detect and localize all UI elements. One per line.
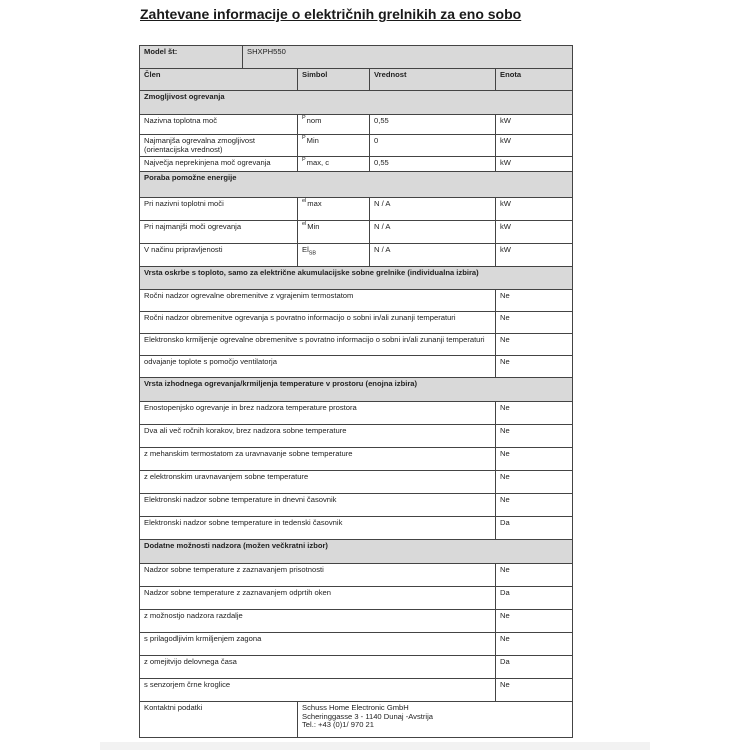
row-unit: kW [496,244,573,267]
row-value: Ne [496,402,573,425]
row-value: Da [496,656,573,679]
table-row [140,517,573,540]
row-value: Ne [496,448,573,471]
row-value: N / A [370,221,496,244]
row-unit: kW [496,198,573,221]
table-row [140,610,573,633]
row-value: Ne [496,290,573,312]
table-row [140,587,573,610]
section-header [140,267,573,290]
spec-table [139,45,573,738]
table-row [140,244,573,267]
table-row [140,679,573,702]
table-row [140,471,573,494]
table-row [140,135,573,157]
row-label: Dva ali več ročnih korakov, brez nadzora sobne temperature [140,425,496,448]
row-value: Ne [496,312,573,334]
row-symbol: $^{el}$Min [298,221,370,244]
row-label: V načinu pripravljenosti [140,244,298,267]
column-header-row [140,69,573,91]
row-symbol: $^P$Min [298,135,370,157]
row-value: Da [496,587,573,610]
table-row [140,334,573,356]
row-label: Ročni nadzor obremenitve ogrevanja s povratno informacijo o sobni in/ali zunanji temperaturi [140,312,496,334]
row-label: Nadzor sobne temperature z zaznavanjem prisotnosti [140,564,496,587]
section-header [140,172,573,198]
table-row [140,402,573,425]
col-simbol: Simbol [298,69,370,91]
section-header [140,378,573,402]
row-value: Ne [496,334,573,356]
row-value: Ne [496,633,573,656]
row-value: Da [496,517,573,540]
table-row [140,290,573,312]
row-value: Ne [496,610,573,633]
row-label: s senzorjem črne kroglice [140,679,496,702]
contact-details [298,702,573,738]
page-bottom-strip [100,742,650,750]
row-label: z elektronskim uravnavanjem sobne temperature [140,471,496,494]
row-label: odvajanje toplote s pomočjo ventilatorja [140,356,496,378]
model-label: Model št: [140,46,243,69]
row-value: Ne [496,425,573,448]
table-row [140,115,573,135]
col-enota: Enota [496,69,573,91]
row-label: Najmanjša ogrevalna zmogljivost (orientacijska vrednost) [140,135,298,157]
section-header [140,540,573,564]
section-header [140,91,573,115]
contact-row [140,702,573,738]
row-value: Ne [496,494,573,517]
row-label: Pri nazivni toplotni moči [140,198,298,221]
section-title: Zmogljivost ogrevanja [140,91,573,115]
row-value: 0,55 [370,115,496,135]
document-title: Zahtevane informacije o električnih grelnikih za eno sobo [140,6,522,22]
col-vrednost: Vrednost [370,69,496,91]
row-label: s prilagodljivim krmiljenjem zagona [140,633,496,656]
row-label: Nadzor sobne temperature z zaznavanjem odprtih oken [140,587,496,610]
row-symbol: $^{el}$max [298,198,370,221]
row-value: Ne [496,679,573,702]
row-value: N / A [370,198,496,221]
row-value: 0,55 [370,157,496,172]
contact-company: Schuss Home Electronic GmbH [302,703,409,712]
table-row [140,356,573,378]
row-label: Pri najmanjši moči ogrevanja [140,221,298,244]
table-row [140,564,573,587]
row-label: Največja neprekinjena moč ogrevanja [140,157,298,172]
table-row [140,633,573,656]
row-unit: kW [496,115,573,135]
contact-address: Scheringgasse 3 - 1140 Dunaj -Avstrija [302,711,433,721]
table-row [140,448,573,471]
section-title: Vrsta izhodnega ogrevanja/krmiljenja temperature v prostoru (enojna izbira) [140,378,573,402]
row-label: z omejitvijo delovnega časa [140,656,496,679]
row-unit: kW [496,135,573,157]
table-row [140,221,573,244]
row-label: Elektronski nadzor sobne temperature in tedenski časovnik [140,517,496,540]
table-row [140,494,573,517]
row-value: Ne [496,564,573,587]
row-symbol: $^P$nom [298,115,370,135]
row-label: z mehanskim termostatom za uravnavanje sobne temperature [140,448,496,471]
row-unit: kW [496,157,573,172]
col-clen: Člen [140,69,298,91]
contact-label: Kontaktni podatki [140,702,298,738]
table-row [140,198,573,221]
row-label: z možnostjo nadzora razdalje [140,610,496,633]
section-title: Dodatne možnosti nadzora (možen večkratni izbor) [140,540,573,564]
table-row [140,312,573,334]
row-symbol: $^P$max, c [298,157,370,172]
row-label: Ročni nadzor ogrevalne obremenitve z vgrajenim termostatom [140,290,496,312]
row-symbol: $El_{SB}$ [298,244,370,267]
row-label: Elektronski nadzor sobne temperature in dnevni časovnik [140,494,496,517]
row-value: 0 [370,135,496,157]
table-row [140,157,573,172]
row-value: Ne [496,356,573,378]
table-row [140,656,573,679]
row-unit: kW [496,221,573,244]
row-value: Ne [496,471,573,494]
row-label: Elektronsko krmiljenje ogrevalne obremenitve s povratno informacijo o sobni in/ali zunanji temperaturi [140,334,496,356]
table-row [140,425,573,448]
section-title: Vrsta oskrbe s toploto, samo za električne akumulacijske sobne grelnike (individualna izbira) [140,267,573,290]
row-value: N / A [370,244,496,267]
row-label: Nazivna toplotna moč [140,115,298,135]
section-title: Poraba pomožne energije [140,172,573,198]
contact-phone: Tel.: +43 (0)1/ 970 21 [302,720,374,729]
model-value: SHXPH550 [243,46,573,69]
row-label: Enostopenjsko ogrevanje in brez nadzora temperature prostora [140,402,496,425]
model-row [140,46,573,69]
